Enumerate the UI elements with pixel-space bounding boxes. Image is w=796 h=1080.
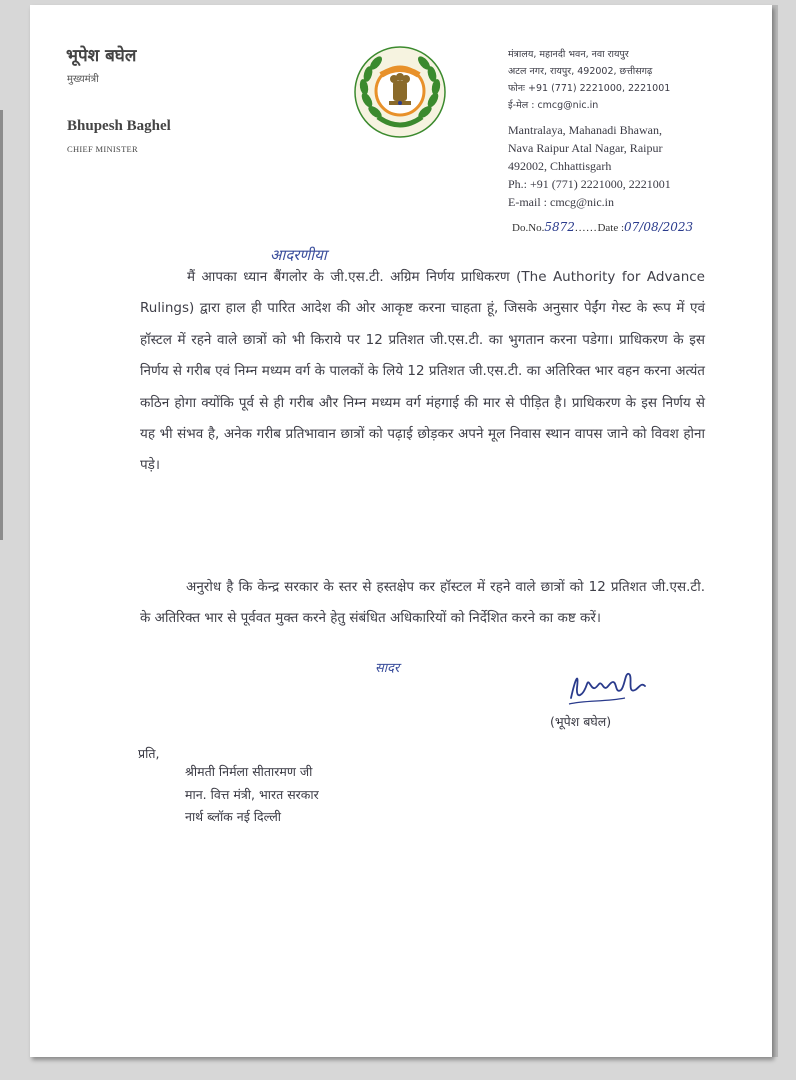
state-emblem-icon (353, 45, 447, 139)
address-english-line: Nava Raipur Atal Nagar, Raipur (508, 141, 663, 155)
recipient-label: प्रति, (138, 746, 160, 761)
scan-edge (0, 110, 3, 540)
body-paragraph-1: मैं आपका ध्यान बैंगलोर के जी.एस.टी. अग्रिम निर्णय प्राधिकरण (The Authority for Advance Rulings) द्वारा हाल ही पारित आदेश की ओर आकृष्ट करना चाहता हूं, जिसके अनुसार पेईंग गेस्ट के रूप में एवं हॉस्टल में रहने वाले छात्रों को भी किराये पर 12 प्रतिशत जी.एस.टी. का भुगतान करना पडेगा। प्राधिकरण के इस निर्णय से गरीब एवं निम्न मध्यम वर्ग के पालकों के लिये 12 प्रतिशत जी.एस.टी. का अतिरिक्त भार वहन करना अत्यंत कठिन होगा क्योंकि पूर्व से ही गरीब और निम्न मध्यम वर्ग मंहगाई की मार से पीड़ित है। प्राधिकरण के इस निर्णय से यह भी संभव है, अनेक गरीब प्रतिभावान छात्रों को पढ़ाई छोड़कर अपने मूल निवास स्थान वापस जाने को विवश होना पड़े। (140, 269, 705, 474)
reference-line: Do.No.5872......Date :07/08/2023 (512, 220, 694, 234)
do-label: Do.No. (512, 222, 545, 234)
address-hindi-line: मंत्रालय, महानदी भवन, नवा रायपुर (508, 49, 629, 60)
recipient-line: मान. वित्त मंत्री, भारत सरकार (185, 787, 319, 802)
signature-icon (565, 660, 650, 710)
do-number: 5872 (544, 220, 575, 234)
address-hindi-line: अटल नगर, रायपुर, 492002, छत्तीसगढ़ (508, 66, 653, 77)
date-value: 07/08/2023 (624, 220, 694, 234)
address-hindi-line: फोनः +91 (771) 2221000, 2221001 (508, 83, 671, 94)
address-hindi-line: ई-मेल : cmcg@nic.in (508, 100, 599, 111)
letter-page (30, 5, 772, 1057)
title-english: CHIEF MINISTER (67, 144, 139, 154)
date-label: Date : (597, 222, 625, 234)
address-english-line: Ph.: +91 (771) 2221000, 2221001 (508, 177, 671, 191)
salutation: आदरणीया (270, 246, 327, 264)
signatory-name: (भूपेश बघेल) (550, 714, 612, 729)
address-english-line: E-mail : cmcg@nic.in (508, 195, 615, 209)
name-english: Bhupesh Baghel (67, 118, 171, 134)
name-hindi: भूपेश बघेल (66, 46, 137, 66)
address-english-line: 492002, Chhattisgarh (508, 159, 612, 173)
recipient-line: नार्थ ब्लॉक नई दिल्ली (185, 809, 282, 824)
address-english-line: Mantralaya, Mahanadi Bhawan, (508, 123, 662, 137)
recipient-line: श्रीमती निर्मला सीतारमण जी (185, 764, 313, 779)
page-shadow-band (772, 5, 778, 1057)
body-paragraph-2: अनुरोध है कि केन्द्र सरकार के स्तर से हस्तक्षेप कर हॉस्टल में रहने वाले छात्रों को 12 प्रतिशत जी.एस.टी. के अतिरिक्त भार से पूर्ववत मुक्त करने हेतु संबंधित अधिकारियों को निर्देशित करने का कष्ट करें। (140, 579, 705, 627)
title-hindi: मुख्यमंत्री (67, 74, 99, 85)
closing-handwritten: सादर (375, 661, 400, 676)
